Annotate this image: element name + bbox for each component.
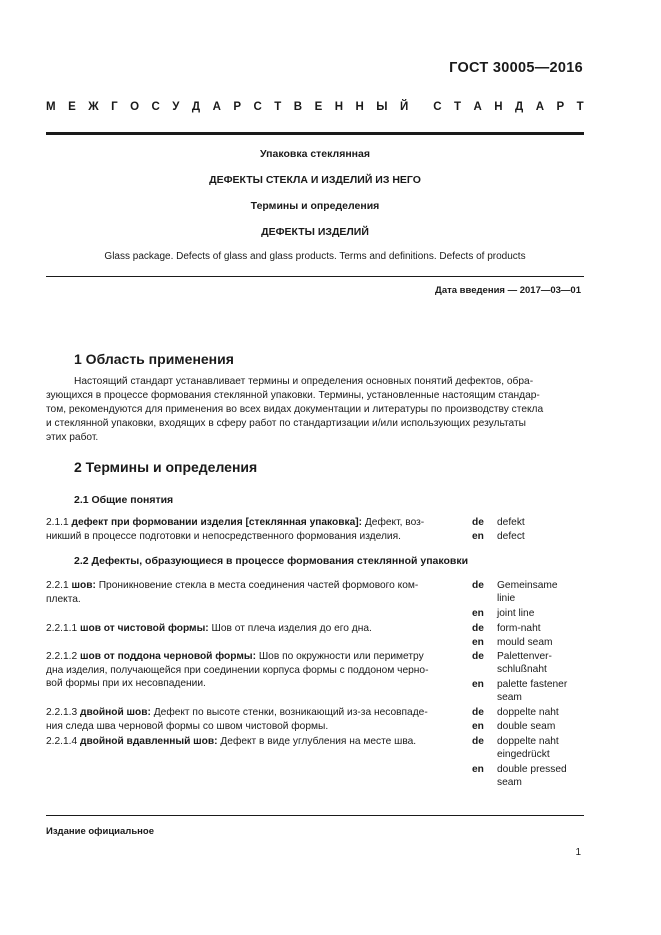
term-2-1-1	[46, 516, 464, 543]
equiv-term: doppelte naht	[497, 736, 559, 747]
banner-letter: Р	[556, 101, 565, 113]
banner-letter: Д	[515, 101, 524, 113]
banner-letter: В	[293, 101, 303, 113]
equiv-term: defekt	[497, 517, 525, 528]
section-1-line-3: том, рекомендуются для применения во всех видах документации и литературы по производству стекла	[46, 404, 544, 415]
term-definition-cont: вой формы при их несовпадении.	[46, 678, 206, 689]
equiv-lang: en	[472, 608, 484, 619]
equiv-term: joint line	[497, 608, 535, 619]
term-2-2-1-2	[46, 650, 464, 691]
subsection-2-1-heading: 2.1 Общие понятия	[74, 494, 174, 506]
term-2-2-1-4	[46, 735, 464, 749]
equiv-lang: de	[472, 580, 484, 591]
english-title: Glass package. Defects of glass and glass products. Terms and definitions. Defects of products	[104, 251, 526, 262]
section-2-heading: 2 Термины и определения	[74, 459, 258, 475]
banner-letter: Т	[576, 101, 584, 113]
term-definition-cont: никший в процессе подготовки и непосредственного формования изделия.	[46, 530, 401, 542]
banner-letter: Т	[274, 101, 282, 113]
equiv-lang: en	[472, 721, 484, 732]
banner-letter: С	[253, 101, 262, 113]
equiv-term: double pressed	[497, 764, 567, 775]
term-definition-cont: плекта.	[46, 593, 81, 605]
equiv-lang: de	[472, 623, 484, 634]
equiv-lang: de	[472, 517, 484, 528]
equiv-term: Gemeinsame	[497, 580, 558, 591]
banner-letter: А	[535, 101, 545, 113]
term-definition: Дефект в виде углубления на месте шва.	[217, 736, 417, 747]
section-1-line-4: и стеклянной упаковки, входящих в сферу работ по стандартизации и/или использующих результаты	[46, 418, 526, 429]
title-line-2: ДЕФЕКТЫ СТЕКЛА И ИЗДЕЛИЙ ИЗ НЕГО	[209, 174, 421, 186]
banner-letter: С	[151, 101, 160, 113]
banner-letter: Т	[453, 101, 462, 113]
equiv-term: doppelte naht	[497, 707, 559, 718]
official-edition-label: Издание официальное	[46, 826, 154, 837]
section-1-heading: 1 Область применения	[74, 351, 234, 367]
banner-letter: Н	[494, 101, 503, 113]
equiv-lang: de	[472, 707, 484, 718]
term-name: двойной вдавленный шов:	[80, 736, 218, 747]
equiv-term: Palettenver-	[497, 651, 552, 662]
banner-letter: Е	[314, 101, 323, 113]
term-number: 2.1.1	[46, 517, 69, 528]
banner-letter: Н	[334, 101, 344, 113]
term-name: двойной шов:	[80, 707, 151, 718]
term-name: шов:	[71, 580, 96, 591]
section-1-line-2: зующихся в процессе формования стеклянной упаковки. Термины, установленные настоящим стандар-	[46, 390, 540, 401]
equiv-term: seam	[497, 692, 522, 703]
equiv-lang: de	[472, 736, 484, 747]
term-number: 2.2.1.3	[46, 707, 78, 718]
term-number: 2.2.1.2	[46, 651, 78, 662]
equiv-term: form-naht	[497, 623, 541, 634]
term-definition-cont: ния следа шва черновой формы со швом чистовой формы.	[46, 720, 329, 732]
title-line-4: ДЕФЕКТЫ ИЗДЕЛИЙ	[261, 226, 369, 238]
subsection-2-2-heading: 2.2 Дефекты, образующиеся в процессе формования стеклянной упаковки	[74, 555, 469, 567]
date-rule	[46, 276, 584, 277]
footer-rule	[46, 815, 584, 816]
equiv-term: eingedrückt	[497, 749, 550, 760]
term-definition: Дефект, воз-	[362, 517, 425, 528]
banner-letter: Н	[355, 101, 364, 113]
term-number: 2.2.1.4	[46, 736, 78, 747]
equiv-lang: en	[472, 679, 484, 690]
banner-letter: Е	[68, 101, 76, 113]
term-definition: Шов по окружности или периметру	[256, 651, 424, 662]
banner-letter: Ж	[88, 101, 99, 113]
term-name: шов от чистовой формы:	[80, 623, 209, 634]
term-number: 2.2.1	[46, 580, 69, 591]
title-line-1: Упаковка стеклянная	[260, 148, 370, 160]
equiv-term: linie	[497, 593, 516, 604]
interstate-standard-banner	[46, 101, 584, 113]
term-definition: Проникновение стекла в места соединения частей формового ком-	[95, 580, 419, 591]
banner-letter: Р	[233, 101, 242, 113]
header-rule	[46, 132, 584, 135]
equiv-term: palette fastener	[497, 679, 568, 690]
equiv-term: mould seam	[497, 637, 553, 648]
equiv-lang: en	[472, 764, 484, 775]
term-name: шов от поддона черновой формы:	[80, 651, 256, 662]
banner-letter: А	[212, 101, 221, 113]
section-1-line-5: этих работ.	[46, 432, 99, 443]
term-2-2-1-1	[46, 622, 464, 636]
equiv-term: double seam	[497, 721, 556, 732]
title-line-3: Термины и определения	[250, 200, 380, 212]
equiv-term: defect	[497, 531, 525, 542]
banner-letter: А	[473, 101, 482, 113]
equiv-term: seam	[497, 777, 522, 788]
banner-letter: У	[172, 101, 180, 113]
equiv-lang: de	[472, 651, 484, 662]
term-name: дефект при формовании изделия [стеклянная упаковка]:	[71, 517, 363, 528]
term-definition: Дефект по высоте стенки, возникающий из-за несовпаде-	[150, 707, 428, 718]
term-2-2-1	[46, 579, 464, 606]
term-number: 2.2.1.1	[46, 623, 78, 634]
banner-letter: Й	[400, 101, 409, 113]
banner-letter: М	[46, 101, 56, 113]
intro-date: Дата введения — 2017—03—01	[435, 285, 581, 296]
equiv-lang: en	[472, 637, 484, 648]
term-definition: Шов от плеча изделия до его дна.	[208, 623, 372, 634]
term-definition-cont: дна изделия, получающейся при соединении корпуса формы с поддоном черно-	[46, 664, 429, 676]
equiv-lang: en	[472, 531, 484, 542]
section-1-line-1: Настоящий стандарт устанавливает термины и определения основных понятий дефектов, обра-	[74, 376, 534, 387]
page-number: 1	[575, 847, 581, 858]
term-2-2-1-3	[46, 706, 464, 733]
equiv-term: schlußnaht	[497, 664, 547, 675]
banner-letter: О	[130, 101, 140, 113]
standard-designation: ГОСТ 30005—2016	[449, 60, 583, 76]
banner-letter: Д	[191, 101, 201, 113]
banner-letter: Ы	[376, 101, 388, 113]
banner-letter: Г	[111, 101, 118, 113]
banner-letter: С	[433, 101, 442, 113]
